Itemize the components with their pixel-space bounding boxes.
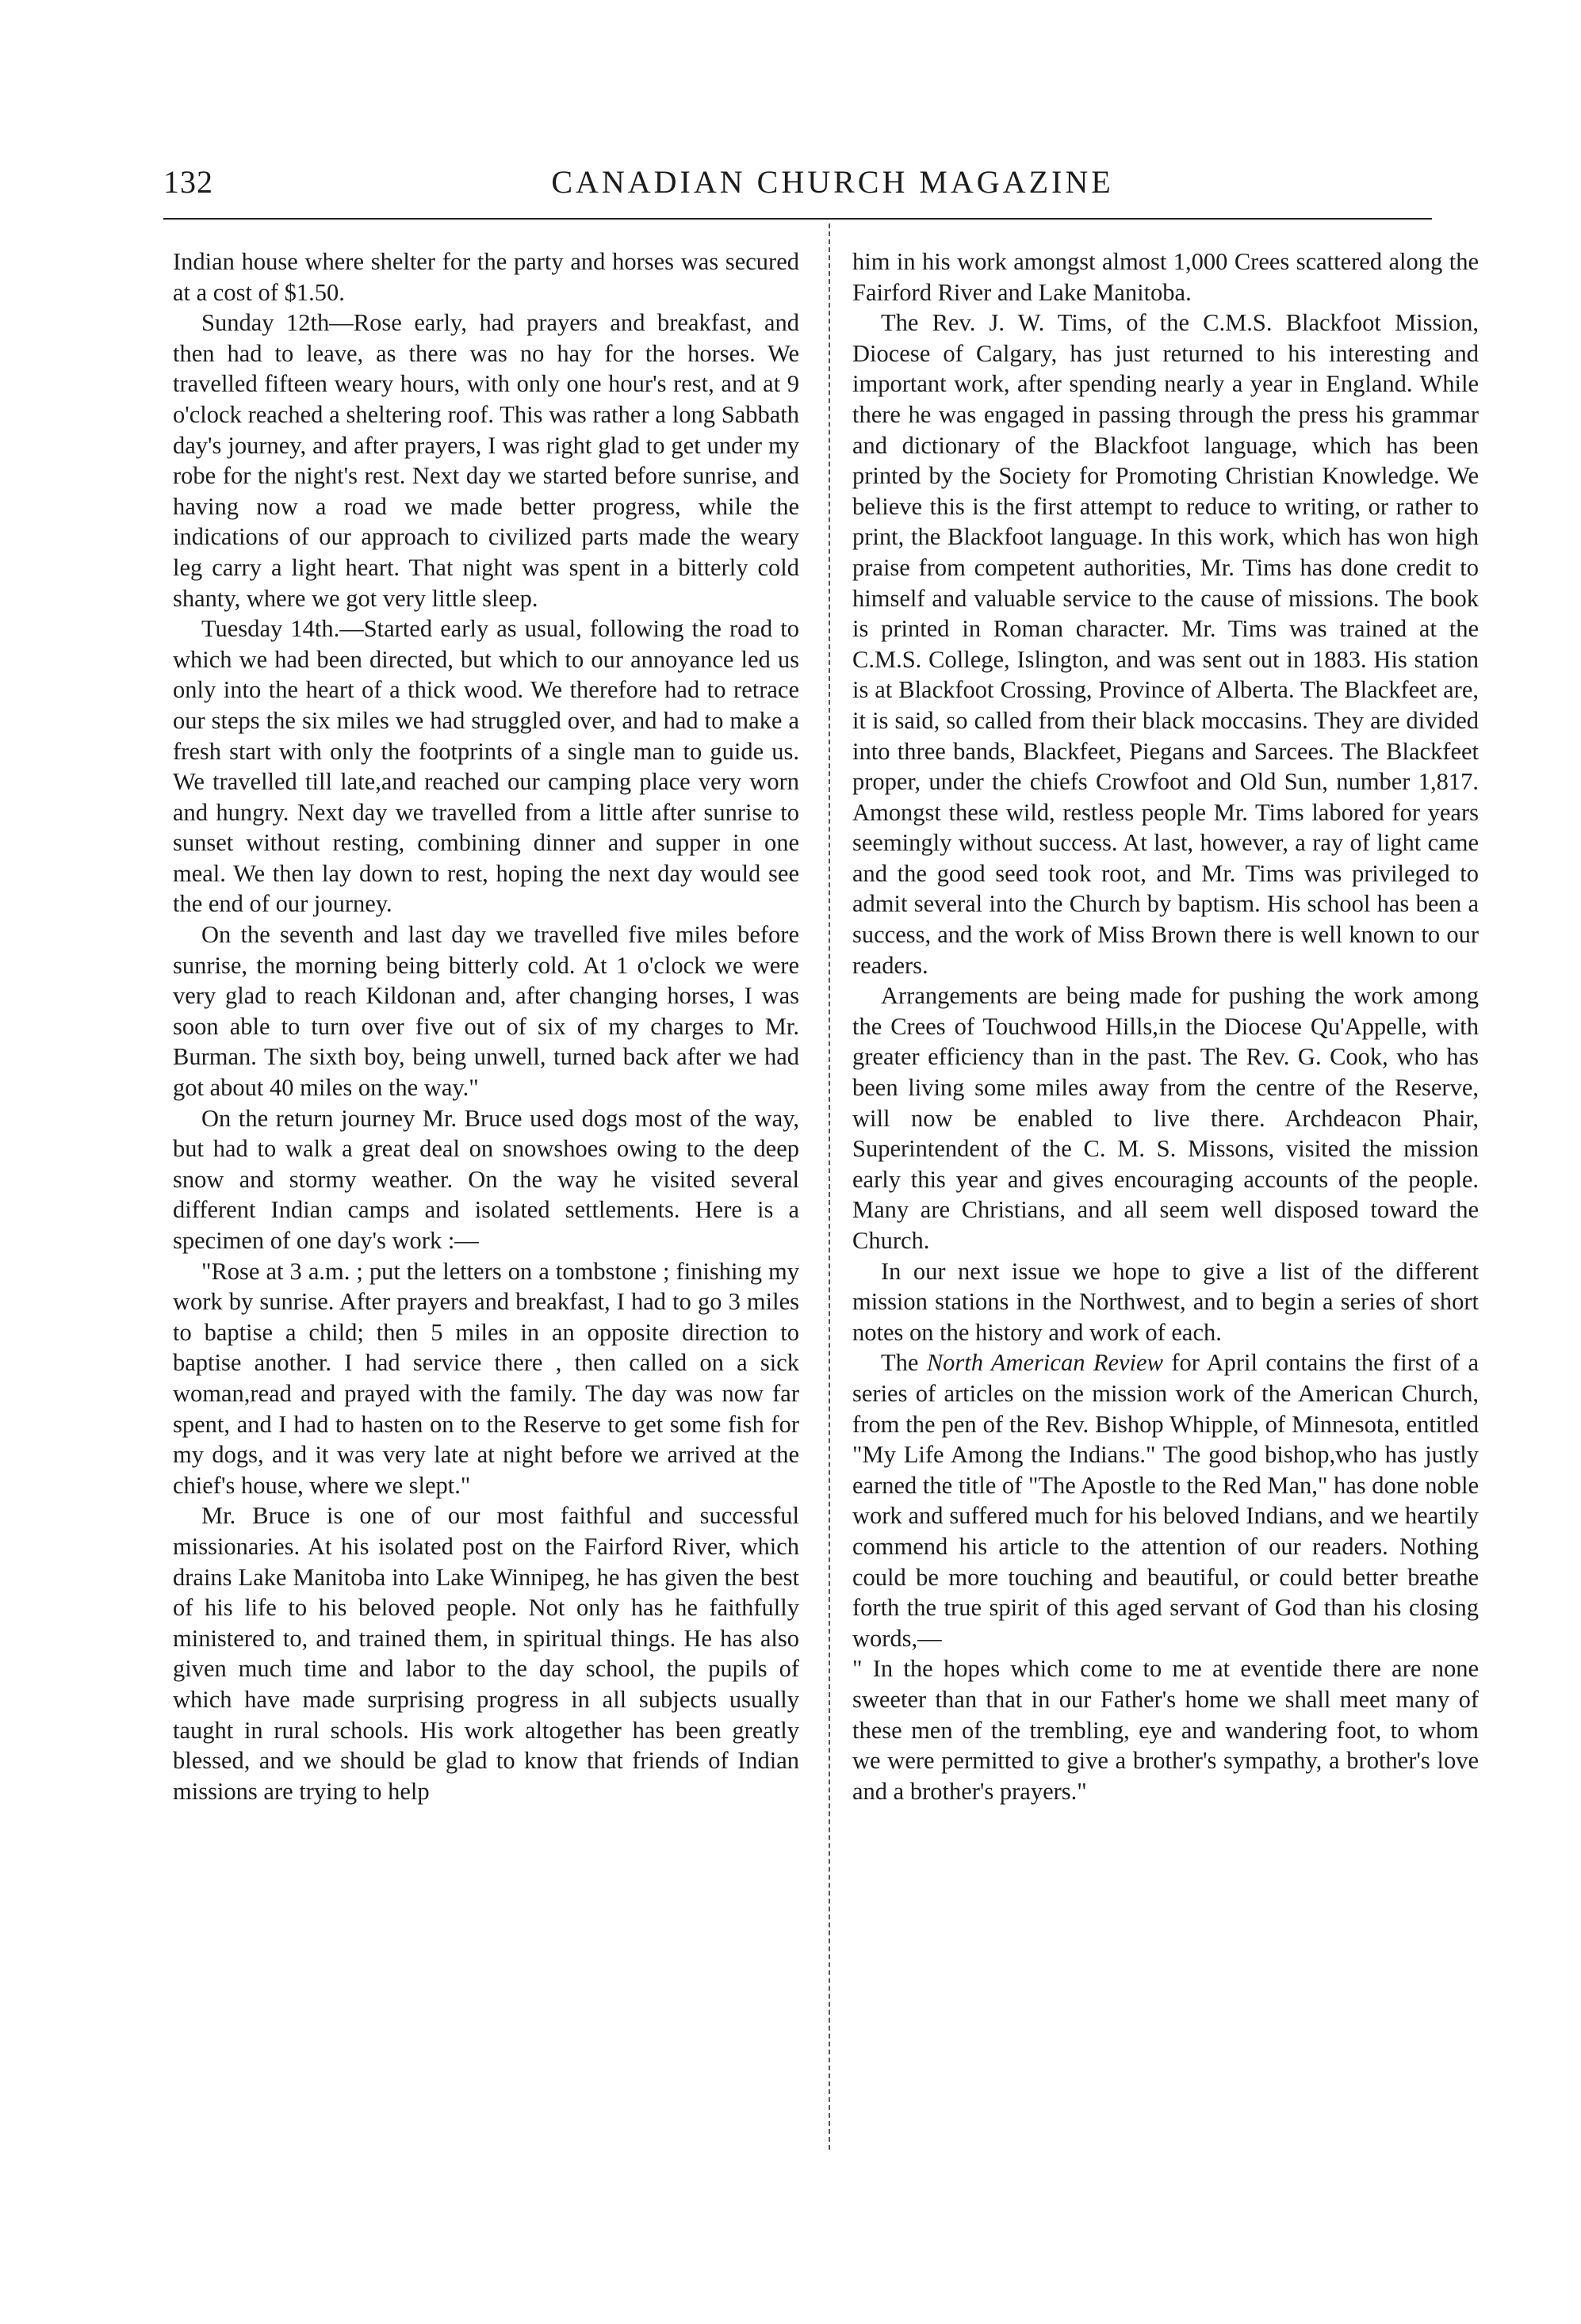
paragraph: Tuesday 14th.—Started early as usual, following the road to which we had been directed, but which to our annoyance led us only into the heart of a thick wood. We therefore had to retrace our steps the six miles we had struggled over, and had to make a fresh start with only the footprints of a single man to guide us. We travelled till late,and reached our camping place very worn and hungry. Next day we travelled from a little after sunrise to sunset without resting, combining dinner and supper in one meal. We then lay down to rest, hoping the next day would see the end of our journey.	[173, 615, 799, 918]
paragraph: him in his work amongst almost 1,000 Crees scattered along the Fairford River and Lake Manitoba.	[852, 248, 1479, 306]
paragraph: Arrangements are being made for pushing the work among the Crees of Touchwood Hills,in the Diocese Qu'Appelle, with greater efficiency than in the past. The Rev. G. Cook, who has been living some miles away from the centre of the Reserve, will now be enabled to live there. Archdeacon Phair, Superintendent of the C. M. S. Missons, visited the mission early this year and gives encouraging accounts of the people. Many are Christians, and all seem well disposed toward the Church.	[852, 982, 1479, 1254]
paragraph: On the return journey Mr. Bruce used dogs most of the way, but had to walk a great deal on snowshoes owing to the deep snow and stormy weather. On the way he visited several different Indian camps and isolated settlements. Here is a specimen of one day's work :—	[173, 1104, 799, 1254]
paragraph: Indian house where shelter for the party and horses was secured at a cost of $1.50.	[173, 248, 799, 306]
header-rule	[163, 218, 1432, 220]
review-paragraph	[852, 1347, 1479, 1653]
left-column	[173, 247, 799, 1806]
running-title: CANADIAN CHURCH MAGAZINE	[551, 164, 1114, 200]
column-divider	[829, 224, 830, 2150]
review-lead: The	[881, 1349, 927, 1377]
paragraph: On the seventh and last day we travelled five miles before sunrise, the morning being bitterly cold. At 1 o'clock we were very glad to reach Kildonan and, after changing horses, I was soon able to turn over five out of six of my charges to Mr. Burman. The sixth boy, being unwell, turned back after we had got about 40 miles on the way."	[173, 921, 799, 1102]
paragraph: In our next issue we hope to give a list of the different mission stations in the Northwest, and to begin a series of short notes on the history and work of each.	[852, 1257, 1479, 1346]
closing-quote: " In the hopes which come to me at eventide there are none sweeter than that in our Father's home we shall meet many of these men of the trembling, eye and wandering foot, to whom we were permitted to give a brother's sympathy, a brother's love and a brother's prayers."	[852, 1655, 1479, 1805]
right-column	[852, 247, 1479, 1806]
paragraph: The Rev. J. W. Tims, of the C.M.S. Blackfoot Mission, Diocese of Calgary, has just returned to his interesting and important work, after spending nearly a year in England. While there he was engaged in passing through the press his grammar and dictionary of the Blackfoot language, which has been printed by the Society for Promoting Christian Knowledge. We believe this is the first attempt to reduce to writing, or rather to print, the Blackfoot language. In this work, which has won high praise from competent authorities, Mr. Tims has done credit to himself and valuable service to the cause of missions. The book is printed in Roman character. Mr. Tims was trained at the C.M.S. College, Islington, and was sent out in 1883. His station is at Blackfoot Crossing, Province of Alberta. The Blackfeet are, it is said, so called from their black moccasins. They are divided into three bands, Blackfeet, Piegans and Sarcees. The Blackfeet proper, under the chiefs Crowfoot and Old Sun, number 1,817. Amongst these wild, restless people Mr. Tims labored for years seemingly without success. At last, however, a ray of light came and the good seed took root, and Mr. Tims was privileged to admit several into the Church by baptism. His school has been a success, and the work of Miss Brown there is well known to our readers.	[852, 309, 1479, 979]
paragraph: Mr. Bruce is one of our most faithful and successful missionaries. At his isolated post on the Fairford River, which drains Lake Manitoba into Lake Winnipeg, he has given the best of his life to his beloved people. Not only has he faithfully ministered to, and trained them, in spiritual things. He has also given much time and labor to the day school, the pupils of which have made surprising progress in all subjects usually taught in rural schools. His work altogether has been greatly blessed, and we should be glad to know that friends of Indian missions are trying to help	[173, 1502, 799, 1805]
review-title: North American Review	[926, 1349, 1163, 1377]
quoted-paragraph: "Rose at 3 a.m. ; put the letters on a tombstone ; finishing my work by sunrise. After prayers and breakfast, I had to go 3 miles to baptise a child; then 5 miles in an opposite direction to baptise another. I had service there , then called on a sick woman,read and prayed with the family. The day was now far spent, and I had to hasten on to the Reserve to get some fish for my dogs, and it was very late at night before we arrived at the chief's house, where we slept."	[173, 1257, 799, 1499]
review-text: for April contains the first of a series of articles on the mission work of the American Church, from the pen of the Rev. Bishop Whipple, of Minnesota, entitled "My Life Among the Indians." The good bishop,who has justly earned the title of "The Apostle to the Red Man," has done noble work and suffered much for his beloved Indians, and we heartily commend his article to the attention of our readers. Nothing could be more touching and beautiful, or could better breathe forth the true spirit of this aged servant of God than his closing words,—	[852, 1349, 1479, 1652]
paragraph: Sunday 12th—Rose early, had prayers and breakfast, and then had to leave, as there was no hay for the horses. We travelled fifteen weary hours, with only one hour's rest, and at 9 o'clock reached a sheltering roof. This was rather a long Sabbath day's journey, and after prayers, I was right glad to get under my robe for the night's rest. Next day we started before sunrise, and having now a road we made better progress, while the indications of our approach to civilized parts made the weary leg carry a light heart. That night was spent in a bitterly cold shanty, where we got very little sleep.	[173, 309, 799, 612]
page-number: 132	[163, 164, 213, 200]
